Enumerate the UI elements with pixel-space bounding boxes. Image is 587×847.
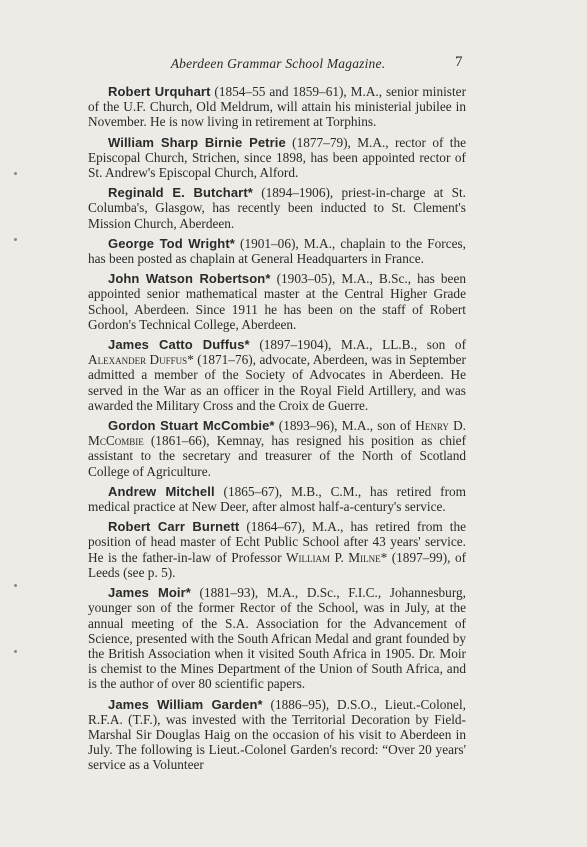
related-person: Henry D. McCombie xyxy=(88,418,467,449)
person-name: James Catto Duffus* xyxy=(108,337,250,353)
entry-text: (1894–1906), priest-in-charge at St. Columba's, Glasgow, has recently been inducted to St. Clement's Mission Church, Aberdeen. xyxy=(88,185,466,231)
margin-speck xyxy=(14,584,17,587)
person-name: Gordon Stuart McCombie* xyxy=(108,418,275,434)
person-name: George Tod Wright* xyxy=(108,235,235,251)
entry-text: (1901–06), M.A., chaplain to the Forces, has been posted as chaplain at General Headquarters in France. xyxy=(88,235,467,267)
entry-urquhart xyxy=(88,84,466,130)
entry-moir xyxy=(88,585,466,691)
entry-mitchell xyxy=(88,484,466,514)
entry-robertson xyxy=(88,271,466,332)
entry-text: (1886–95), D.S.O., Lieut.-Colonel, R.F.A. (T.F.), was invested with the Territorial Decoration by Field-Marshal Sir Douglas Haig on the occasion of his visit to Aberdeen in July. The following is Lieut.-Colonel Garden's record: “Over 20 years' service as a Volunteer xyxy=(88,696,466,773)
person-name: James William Garden* xyxy=(108,696,263,712)
entry-butchart xyxy=(88,185,466,231)
person-name: William Sharp Birnie Petrie xyxy=(108,134,286,150)
entry-text: (1861–66), Kemnay, has resigned his position as chief assistant to the secretary and treasurer of the North of Scotland College of Agriculture. xyxy=(88,433,466,479)
notes-column xyxy=(88,84,466,778)
running-title: Aberdeen Grammar School Magazine. xyxy=(170,56,386,71)
entry-text: * (1871–76), advocate, Aberdeen, was in September admitted a member of the Society of Advocates in Aberdeen. He served in the War as an officer in the Royal Field Artillery, and was awarded the Military Cross and the Croix de Guerre. xyxy=(88,352,466,413)
person-name: Robert Urquhart xyxy=(108,84,211,99)
margin-speck xyxy=(14,172,17,175)
person-name: John Watson Robertson* xyxy=(108,271,271,287)
entry-text: (1903–05), M.A., B.Sc., has been appointed senior mathematical master at the Central Higher Grade School, Aberdeen. Since 1911 he has been on the staff of Robert Gordon's Technical College, Aberdeen. xyxy=(88,271,467,332)
entry-mccombie xyxy=(88,418,466,479)
person-name: Andrew Mitchell xyxy=(108,483,215,499)
person-name: Reginald E. Butchart* xyxy=(108,185,253,201)
entry-petrie xyxy=(88,135,466,181)
margin-speck xyxy=(14,650,17,653)
related-person: Alexander Duffus xyxy=(88,352,188,368)
entry-garden xyxy=(88,697,466,773)
entry-text: (1865–67), M.B., C.M., has retired from medical practice at New Deer, after almost half-a-century's service. xyxy=(88,483,466,515)
entry-text: (1854–55 and 1859–61), M.A., senior minister of the U.F. Church, Old Meldrum, will attain his ministerial jubilee in November. He is now living in retirement at Torphins. xyxy=(88,84,467,130)
margin-speck xyxy=(14,238,17,241)
entry-burnett xyxy=(88,519,466,580)
entry-text: (1877–79), M.A., rector of the Episcopal Church, Strichen, since 1898, has been appointed rector of St. Andrew's Episcopal Church, Alford. xyxy=(88,134,466,181)
entry-text: * (1897–99), of Leeds (see p. 5). xyxy=(88,549,467,580)
entry-text: (1897–1904), M.A., LL.B., son of xyxy=(249,337,467,353)
entry-text: (1893–96), M.A., son of xyxy=(274,418,416,434)
page-number: 7 xyxy=(455,54,463,70)
person-name: Robert Carr Burnett xyxy=(108,519,240,535)
entry-duffus xyxy=(88,337,466,413)
entry-text: (1864–67), M.A., has retired from the position of head master of Echt Public School after 43 years' service. He is the father-in-law of Professor xyxy=(88,519,467,565)
related-person: William P. Milne xyxy=(286,549,381,565)
person-name: James Moir* xyxy=(108,585,191,601)
entry-wright xyxy=(88,236,466,266)
entry-text: (1881–93), M.A., D.Sc., F.I.C., Johannesburg, younger son of the former Rector of the School, was in July, at the annual meeting of the S.A. Association for the Advancement of Science, presented with the South African Medal and grant founded by the British Association when it visited South Africa in 1905. Dr. Moir is chemist to the Mines Department of the Union of South Africa, and is the author of over 80 scientific papers. xyxy=(88,585,466,692)
